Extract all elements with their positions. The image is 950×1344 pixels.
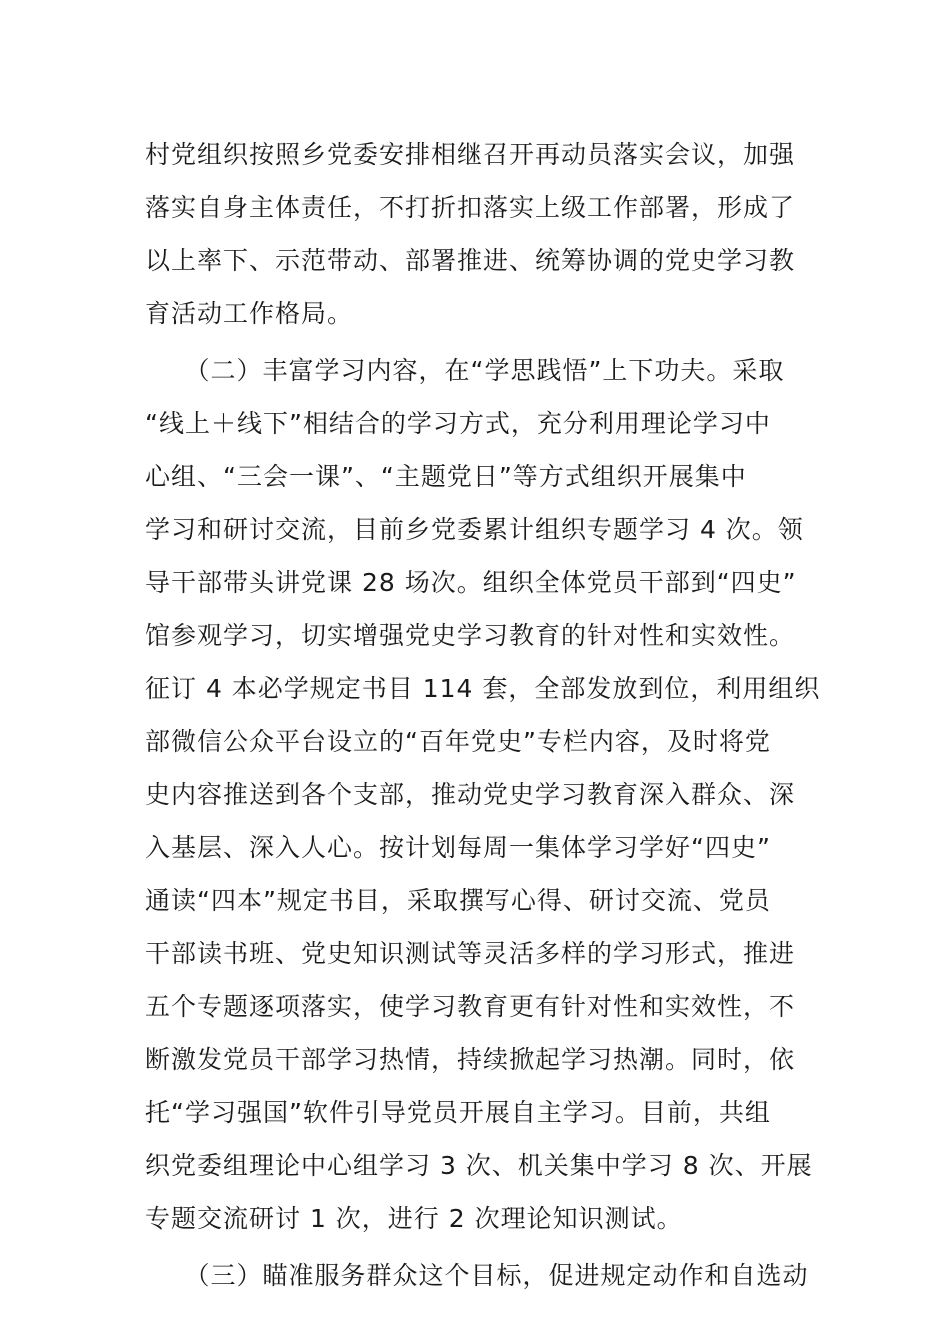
text-line: 托“学习强国”软件引导党员开展自主学习。目前，共组 bbox=[145, 1098, 771, 1127]
text-line: 干部读书班、党史知识测试等灵活多样的学习形式，推进 bbox=[145, 939, 796, 968]
text-line: 馆参观学习，切实增强党史学习教育的针对性和实效性。 bbox=[145, 621, 796, 650]
text-line: 五个专题逐项落实，使学习教育更有针对性和实效性，不 bbox=[145, 992, 796, 1021]
text-line: 征订 4 本必学规定书目 114 套，全部发放到位，利用组织 bbox=[145, 674, 821, 703]
text-line: 落实自身主体责任，不打折扣落实上级工作部署，形成了 bbox=[145, 193, 796, 222]
text-line: “线上＋线下”相结合的学习方式，充分利用理论学习中 bbox=[145, 409, 771, 438]
text-line: （三）瞄准服务群众这个目标，促进规定动作和自选动 bbox=[145, 1261, 809, 1290]
text-line: 导干部带头讲党课 28 场次。组织全体党员干部到“四史” bbox=[145, 568, 797, 597]
text-line: 部微信公众平台设立的“百年党史”专栏内容，及时将党 bbox=[145, 727, 771, 756]
text-line: （二）丰富学习内容，在“学思践悟”上下功夫。采取 bbox=[145, 356, 785, 385]
text-line: 以上率下、示范带动、部署推进、统筹协调的党史学习教 bbox=[145, 246, 796, 275]
paragraph-3 bbox=[145, 1249, 810, 1302]
text-line: 断激发党员干部学习热情，持续掀起学习热潮。同时，依 bbox=[145, 1045, 796, 1074]
text-line: 织党委组理论中心组学习 3 次、机关集中学习 8 次、开展 bbox=[145, 1151, 813, 1180]
text-line: 专题交流研讨 1 次，进行 2 次理论知识测试。 bbox=[145, 1204, 683, 1233]
paragraph-1 bbox=[145, 128, 810, 340]
text-line: 通读“四本”规定书目，采取撰写心得、研讨交流、党员 bbox=[145, 886, 771, 915]
text-line: 学习和研讨交流，目前乡党委累计组织专题学习 4 次。领 bbox=[145, 515, 804, 544]
text-line: 村党组织按照乡党委安排相继召开再动员落实会议，加强 bbox=[145, 140, 796, 169]
text-line: 心组、“三会一课”、“主题党日”等方式组织开展集中 bbox=[145, 462, 747, 491]
paragraph-2 bbox=[145, 344, 821, 1245]
text-line: 育活动工作格局。 bbox=[145, 299, 354, 328]
document-body bbox=[145, 128, 821, 1302]
text-line: 入基层、深入人心。按计划每周一集体学习学好“四史” bbox=[145, 833, 771, 862]
text-line: 史内容推送到各个支部，推动党史学习教育深入群众、深 bbox=[145, 780, 796, 809]
